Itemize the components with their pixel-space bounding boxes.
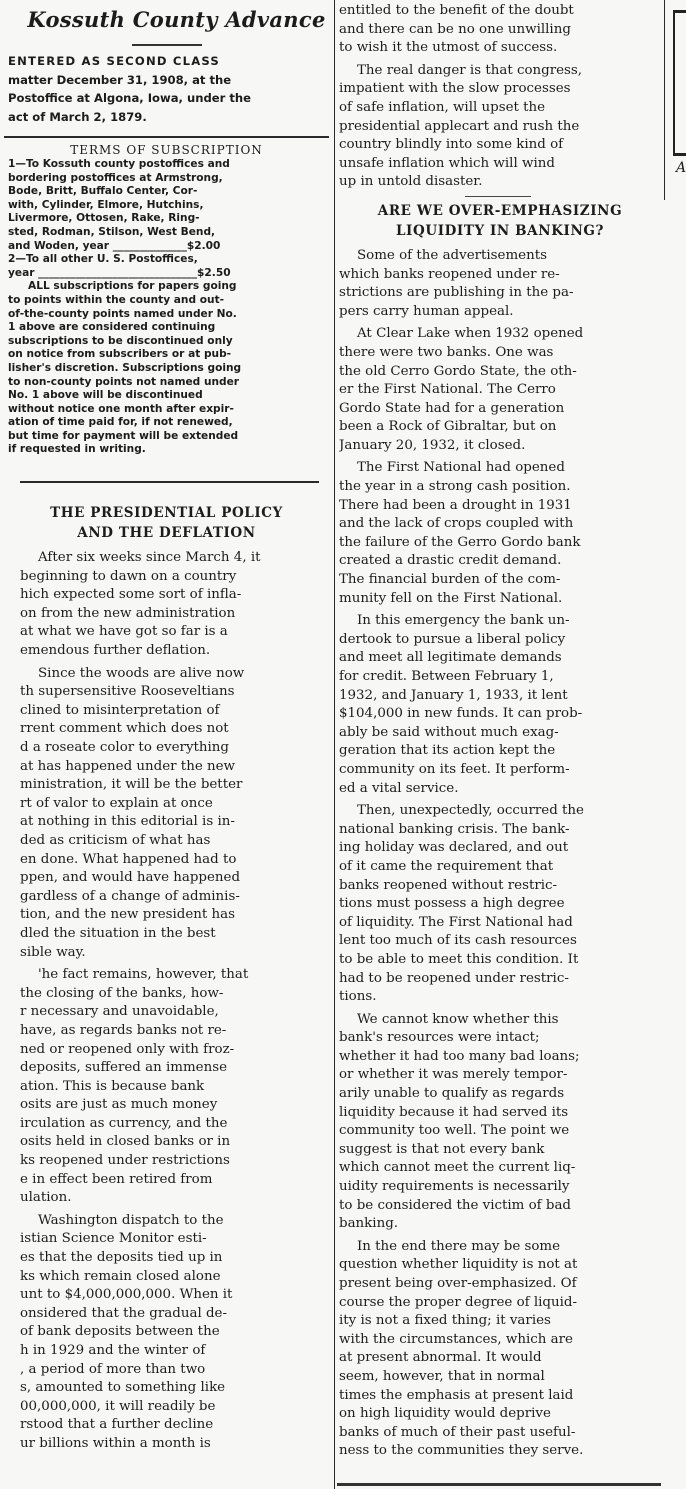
text-line: to be considered the victim of bad bbox=[339, 1197, 571, 1213]
text-line: January 20, 1932, it closed. bbox=[339, 437, 526, 453]
text-line: There had been a drought in 1931 bbox=[339, 497, 572, 513]
text-line: hich expected some sort of infla- bbox=[20, 587, 242, 603]
text-line: 'he fact remains, however, that bbox=[38, 967, 249, 983]
text-line: question whether liquidity is not at bbox=[339, 1257, 578, 1273]
text-line: tions. bbox=[339, 989, 377, 1005]
text-line: 1 above are considered continuing bbox=[8, 321, 216, 334]
text-line: and Woden, year ______________$2.00 bbox=[8, 239, 221, 252]
text-line: ation. This is because bank bbox=[20, 1078, 205, 1094]
text-line: rstood that a further decline bbox=[20, 1417, 214, 1433]
article2-headline: ARE WE OVER-EMPHASIZING LIQUIDITY IN BANKING? bbox=[377, 202, 623, 239]
text-line: lent too much of its cash resources bbox=[339, 933, 577, 949]
text-line: geration that its action kept the bbox=[339, 743, 556, 759]
text-line: without notice one month after expir- bbox=[8, 402, 234, 415]
text-line: ity is not a fixed thing; it varies bbox=[339, 1313, 551, 1329]
terms-title: TERMS OF SUBSCRIPTION bbox=[70, 143, 263, 157]
text-line: unt to $4,000,000,000. When it bbox=[20, 1287, 233, 1303]
column-divider bbox=[334, 0, 335, 1489]
text-line: er the First National. The Cerro bbox=[339, 382, 556, 398]
text-line: presidential applecart and rush the bbox=[339, 118, 580, 134]
text-line: emendous further deflation. bbox=[20, 643, 211, 659]
text-line: with, Cylinder, Elmore, Hutchins, bbox=[8, 198, 204, 211]
text-line: to be able to meet this condition. It bbox=[339, 951, 579, 967]
right-column bbox=[337, 0, 663, 1465]
text-line: if requested in writing. bbox=[8, 443, 146, 456]
article1-body bbox=[20, 549, 320, 1454]
text-line: or whether it was merely tempor- bbox=[339, 1067, 568, 1083]
text-line: onsidered that the gradual de- bbox=[20, 1305, 227, 1321]
text-line: and there can be no one unwilling bbox=[339, 21, 571, 37]
text-line: clined to misinterpretation of bbox=[20, 702, 220, 718]
text-line: community too well. The point we bbox=[339, 1123, 570, 1139]
text-line: tions must possess a high degree bbox=[339, 896, 565, 912]
text-line: year ______________________________$2.50 bbox=[8, 266, 231, 279]
text-line: banks reopened without restric- bbox=[339, 877, 558, 893]
text-line: the old Cerro Gordo State, the oth- bbox=[339, 363, 577, 379]
text-line: istian Science Monitor esti- bbox=[20, 1231, 207, 1247]
text-line: Then, unexpectedly, occurred the bbox=[357, 803, 584, 819]
text-line: $104,000 in new funds. It can prob- bbox=[339, 706, 583, 722]
text-line: Livermore, Ottosen, Rake, Ring- bbox=[8, 212, 200, 225]
article2-body bbox=[339, 247, 661, 1461]
text-line: osits held in closed banks or in bbox=[20, 1134, 231, 1150]
text-line: The financial burden of the com- bbox=[339, 572, 561, 588]
text-line: of bank deposits between the bbox=[20, 1324, 220, 1340]
adjacent-column-box bbox=[673, 10, 686, 156]
text-line: of-the-county points named under No. bbox=[8, 307, 237, 320]
text-line: strictions are publishing in the pa- bbox=[339, 285, 574, 301]
text-line: ks which remain closed alone bbox=[20, 1268, 221, 1284]
text-line: Some of the advertisements bbox=[357, 247, 547, 263]
text-line: which banks reopened under re- bbox=[339, 266, 560, 282]
text-line: ned or reopened only with froz- bbox=[20, 1041, 235, 1057]
divider bbox=[465, 196, 531, 197]
text-line: impatient with the slow processes bbox=[339, 81, 571, 97]
paragraph bbox=[20, 1212, 320, 1454]
article1-headline: THE PRESIDENTIAL POLICY AND THE DEFLATION bbox=[50, 505, 283, 542]
text-line: have, as regards banks not re- bbox=[20, 1022, 227, 1038]
text-line: ing holiday was declared, and out bbox=[339, 840, 569, 856]
text-line: of liquidity. The First National had bbox=[339, 914, 573, 930]
terms-notice bbox=[8, 280, 329, 457]
text-line: th supersensitive Rooseveltians bbox=[20, 684, 235, 700]
text-line: Bode, Britt, Buffalo Center, Cor- bbox=[8, 185, 198, 198]
text-line: Gordo State had for a generation bbox=[339, 400, 565, 416]
terms-item-1 bbox=[8, 158, 329, 253]
text-line: beginning to dawn on a country bbox=[20, 568, 237, 584]
text-line: es that the deposits tied up in bbox=[20, 1250, 223, 1266]
text-line: 1932, and January 1, 1933, it lent bbox=[339, 687, 568, 703]
text-line: at what we have got so far is a bbox=[20, 624, 228, 640]
text-line: ded as criticism of what has bbox=[20, 832, 211, 848]
text-line: present being over-emphasized. Of bbox=[339, 1276, 577, 1291]
paragraph bbox=[339, 802, 661, 1007]
text-line: Since the woods are alive now bbox=[38, 665, 245, 681]
text-line: of safe inflation, will upset the bbox=[339, 99, 546, 115]
text-line: ministration, it will be the better bbox=[20, 777, 243, 793]
paragraph bbox=[20, 966, 320, 1208]
text-line: the failure of the Gerro Gordo bank bbox=[339, 534, 581, 550]
adjacent-column-fragment: A bbox=[676, 160, 686, 176]
text-line: ppen, and would have happened bbox=[20, 870, 241, 886]
text-line: 1—To Kossuth county postoffices and bbox=[8, 158, 230, 170]
text-line: e in effect been retired from bbox=[20, 1171, 213, 1187]
text-line: to points within the county and out- bbox=[8, 293, 225, 306]
text-line: ed a vital service. bbox=[339, 780, 459, 796]
text-line: times the emphasis at present laid bbox=[339, 1387, 574, 1403]
text-line: at present abnormal. It would bbox=[339, 1350, 542, 1366]
text-line: dertook to pursue a liberal policy bbox=[339, 631, 566, 647]
text-line: whether it had too many bad loans; bbox=[339, 1048, 580, 1064]
text-line: created a drastic credit demand. bbox=[339, 553, 562, 569]
text-line: matter December 31, 1908, at the bbox=[8, 72, 232, 87]
text-line: entitled to the benefit of the doubt bbox=[339, 3, 574, 18]
paragraph bbox=[339, 1238, 661, 1461]
text-line: en done. What happened had to bbox=[20, 851, 237, 867]
text-line: for credit. Between February 1, bbox=[339, 669, 554, 684]
text-line: ENTERED AS SECOND CLASS bbox=[8, 54, 220, 68]
left-column bbox=[0, 0, 333, 1458]
text-line: up in untold disaster. bbox=[339, 174, 483, 190]
divider bbox=[132, 44, 202, 46]
paragraph bbox=[339, 62, 661, 192]
text-line: national banking crisis. The bank- bbox=[339, 821, 570, 837]
article-continuation bbox=[339, 2, 661, 192]
text-line: country blindly into some kind of bbox=[339, 137, 564, 153]
text-line: suggest is that not every bank bbox=[339, 1141, 545, 1157]
text-line: rrent comment which does not bbox=[20, 721, 229, 737]
text-line: on notice from subscribers or at pub- bbox=[8, 348, 232, 361]
text-line: ur billions within a month is bbox=[20, 1435, 211, 1451]
text-line: lisher's discretion. Subscriptions going bbox=[8, 361, 242, 374]
text-line: uidity requirements is necessarily bbox=[339, 1179, 570, 1195]
text-line: s, amounted to something like bbox=[20, 1380, 226, 1396]
text-line: deposits, suffered an immense bbox=[20, 1060, 228, 1076]
text-line: there were two banks. One was bbox=[339, 344, 554, 360]
text-line: but time for payment will be extended bbox=[8, 429, 239, 442]
text-line: on from the new administration bbox=[20, 605, 236, 621]
paragraph bbox=[339, 1011, 661, 1234]
text-line: 2—To all other U. S. Postoffices, bbox=[8, 253, 198, 266]
text-line: ness to the communities they serve. bbox=[339, 1443, 584, 1459]
paragraph bbox=[20, 549, 320, 661]
text-line: at nothing in this editorial is in- bbox=[20, 814, 235, 830]
text-line: Washington dispatch to the bbox=[38, 1212, 224, 1228]
text-line: ation of time paid for, if not renewed, bbox=[8, 416, 233, 429]
text-line: , a period of more than two bbox=[20, 1361, 206, 1377]
column-divider-right bbox=[664, 0, 665, 200]
text-line: on high liquidity would deprive bbox=[339, 1406, 551, 1422]
text-line: pers carry human appeal. bbox=[339, 303, 514, 319]
text-line: ulation. bbox=[20, 1190, 72, 1206]
paragraph bbox=[339, 459, 661, 608]
text-line: munity fell on the First National. bbox=[339, 590, 563, 606]
divider bbox=[4, 136, 329, 138]
text-line: the year in a strong cash position. bbox=[339, 479, 571, 495]
text-line: to non-county points not named under bbox=[8, 375, 240, 388]
paragraph bbox=[339, 325, 661, 455]
paragraph bbox=[20, 665, 320, 963]
text-line: and meet all legitimate demands bbox=[339, 650, 562, 666]
text-line: subscriptions to be discontinued only bbox=[8, 334, 233, 347]
paragraph bbox=[339, 2, 661, 58]
text-line: of it came the requirement that bbox=[339, 858, 554, 874]
text-line: act of March 2, 1879. bbox=[8, 109, 147, 124]
divider bbox=[20, 481, 319, 483]
text-line: been a Rock of Gibraltar, but on bbox=[339, 419, 557, 435]
text-line: osits are just as much money bbox=[20, 1097, 218, 1113]
text-line: In the end there may be some bbox=[357, 1238, 561, 1254]
text-line: The real danger is that congress, bbox=[357, 62, 583, 78]
text-line: banks of much of their past useful- bbox=[339, 1424, 576, 1440]
entered-notice bbox=[8, 52, 329, 126]
text-line: arily unable to qualify as regards bbox=[339, 1086, 565, 1102]
text-line: liquidity because it had served its bbox=[339, 1104, 569, 1120]
text-line: had to be reopened under restric- bbox=[339, 970, 569, 986]
text-line: At Clear Lake when 1932 opened bbox=[357, 326, 584, 342]
text-line: ALL subscriptions for papers going bbox=[28, 280, 237, 293]
text-line: unsafe inflation which will wind bbox=[339, 155, 555, 171]
text-line: irculation as currency, and the bbox=[20, 1115, 228, 1131]
text-line: We cannot know whether this bbox=[357, 1011, 559, 1027]
text-line: and the lack of crops coupled with bbox=[339, 516, 574, 532]
text-line: After six weeks since March 4, it bbox=[38, 550, 261, 566]
text-line: which cannot meet the current liq- bbox=[339, 1160, 576, 1176]
text-line: course the proper degree of liquid- bbox=[339, 1294, 578, 1310]
text-line: seem, however, that in normal bbox=[339, 1368, 545, 1384]
text-line: The First National had opened bbox=[357, 460, 565, 476]
text-line: banking. bbox=[339, 1216, 399, 1232]
text-line: 00,000,000, it will readily be bbox=[20, 1398, 216, 1414]
text-line: In this emergency the bank un- bbox=[357, 613, 570, 629]
text-line: No. 1 above will be discontinued bbox=[8, 389, 203, 402]
text-line: community on its feet. It perform- bbox=[339, 761, 570, 777]
text-line: at has happened under the new bbox=[20, 758, 236, 774]
terms-item-2 bbox=[8, 253, 329, 280]
text-line: rt of valor to explain at once bbox=[20, 795, 213, 811]
text-line: gardless of a change of adminis- bbox=[20, 888, 240, 904]
text-line: Postoffice at Algona, Iowa, under the bbox=[8, 91, 252, 105]
text-line: d a roseate color to everything bbox=[20, 740, 229, 755]
text-line: the closing of the banks, how- bbox=[20, 985, 224, 1001]
text-line: bordering postoffices at Armstrong, bbox=[8, 171, 223, 184]
text-line: sted, Rodman, Stilson, West Bend, bbox=[8, 225, 216, 238]
text-line: r necessary and unavoidable, bbox=[20, 1004, 219, 1020]
text-line: ks reopened under restrictions bbox=[20, 1153, 230, 1169]
text-line: with the circumstances, which are bbox=[339, 1331, 573, 1347]
text-line: ably be said without much exag- bbox=[339, 724, 559, 740]
text-line: sible way. bbox=[20, 944, 86, 960]
text-line: tion, and the new president has bbox=[20, 907, 236, 923]
paragraph bbox=[339, 247, 661, 321]
divider bbox=[337, 1483, 661, 1486]
text-line: to wish it the utmost of success. bbox=[339, 40, 558, 56]
text-line: bank's resources were intact; bbox=[339, 1030, 540, 1046]
text-line: h in 1929 and the winter of bbox=[20, 1343, 206, 1358]
text-line: dled the situation in the best bbox=[20, 925, 216, 941]
masthead: Kossuth County Advance bbox=[27, 7, 326, 32]
paragraph bbox=[339, 612, 661, 798]
